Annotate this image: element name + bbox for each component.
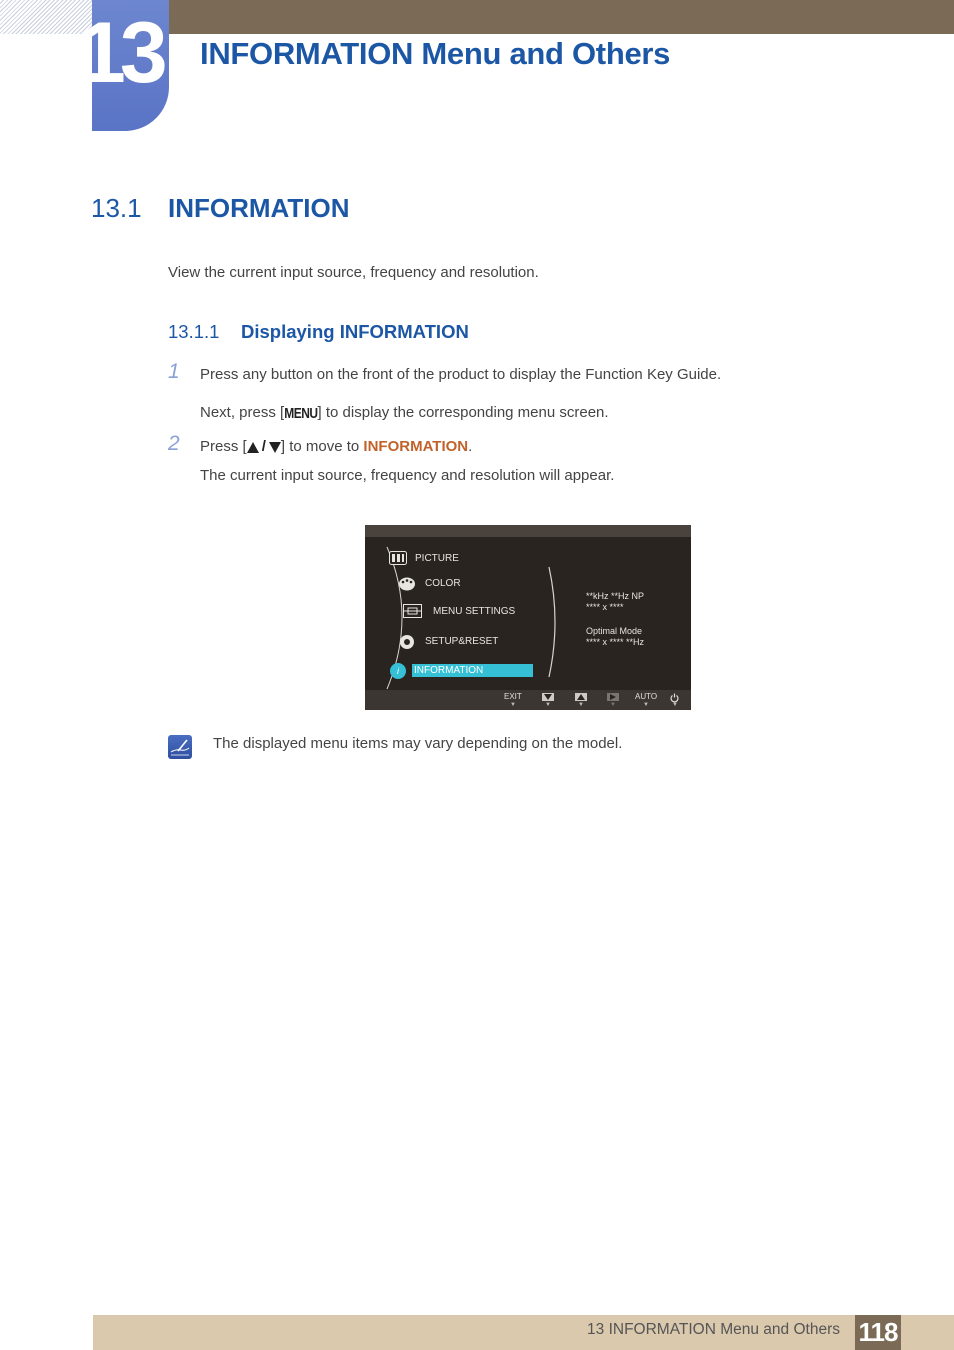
step-1-subtext (200, 404, 609, 421)
osd-exit-pointer-icon: ▼ (510, 702, 516, 708)
section-intro: View the current input source, frequency and resolution. (168, 264, 539, 281)
osd-item-setup-reset: SETUP&RESET (425, 636, 499, 647)
up-arrow-icon (247, 442, 259, 453)
osd-item-color: COLOR (425, 578, 461, 589)
info-icon: i (390, 663, 406, 679)
step-2-target: INFORMATION (363, 438, 469, 455)
step-2-prefix: Press [ (200, 438, 247, 455)
gear-icon (398, 633, 416, 651)
note-text: The displayed menu items may vary depending on the model. (213, 735, 623, 752)
osd-up-pointer-icon: ▼ (578, 702, 584, 708)
step-2-end: . (468, 438, 473, 455)
osd-item-information-selected (412, 664, 533, 677)
header-bar (92, 0, 954, 34)
osd-power-pointer-icon: ▼ (672, 702, 678, 708)
subsection-title: Displaying INFORMATION (241, 321, 469, 342)
step-2-subtext: The current input source, frequency and resolution will appear. (200, 467, 615, 484)
page-number: 118 (855, 1315, 901, 1350)
step-1-sub-suffix: ] to display the corresponding menu screen. (317, 404, 609, 421)
slash-separator: / (261, 438, 266, 455)
osd-right-glyph-icon (610, 694, 616, 700)
osd-info-optimal-value: **** x **** **Hz (586, 637, 645, 647)
picture-icon (389, 551, 407, 566)
osd-down-glyph-icon (544, 694, 552, 700)
osd-exit-label: EXIT (504, 692, 522, 701)
step-2-suffix: ] to move to (280, 438, 364, 455)
osd-info-frequency: **kHz **Hz NP (586, 591, 645, 601)
subsection-number: 13.1.1 (168, 321, 220, 342)
osd-info-resolution: **** x **** (586, 602, 624, 612)
step-1-sub-prefix: Next, press [ (200, 404, 285, 421)
step-2-number: 2 (168, 432, 180, 455)
osd-menu-screenshot (365, 525, 691, 710)
chapter-title: INFORMATION Menu and Others (200, 36, 671, 71)
power-icon (670, 693, 679, 702)
chapter-number: 13 (78, 5, 162, 101)
footer-chapter-label: 13 INFORMATION Menu and Others (587, 1321, 840, 1338)
osd-down-pointer-icon: ▼ (545, 702, 551, 708)
section-title: INFORMATION (168, 193, 350, 223)
section-number: 13.1 (91, 193, 142, 223)
step-1-number: 1 (168, 360, 180, 383)
osd-item-picture: PICTURE (415, 553, 459, 564)
down-arrow-icon (269, 442, 281, 453)
color-palette-icon (398, 576, 416, 592)
osd-item-menu-settings: MENU SETTINGS (433, 606, 516, 617)
osd-info-optimal-label: Optimal Mode (586, 626, 643, 636)
section-heading (91, 193, 350, 224)
osd-up-glyph-icon (577, 694, 585, 700)
osd-auto-label: AUTO (635, 692, 658, 701)
osd-top-bar (365, 525, 691, 537)
menu-settings-icon (403, 604, 422, 619)
step-2-text (200, 438, 472, 455)
osd-enter-pointer-icon: ▼ (610, 702, 616, 708)
menu-key-glyph: MENU (284, 404, 318, 422)
chapter-number-block (78, 0, 169, 131)
note-pencil-icon (168, 735, 192, 759)
subsection-heading (168, 321, 469, 343)
osd-function-bar (365, 690, 691, 710)
osd-auto-pointer-icon: ▼ (643, 702, 649, 708)
osd-item-information: INFORMATION (414, 665, 484, 676)
step-1-text: Press any button on the front of the product to display the Function Key Guide. (200, 366, 722, 383)
